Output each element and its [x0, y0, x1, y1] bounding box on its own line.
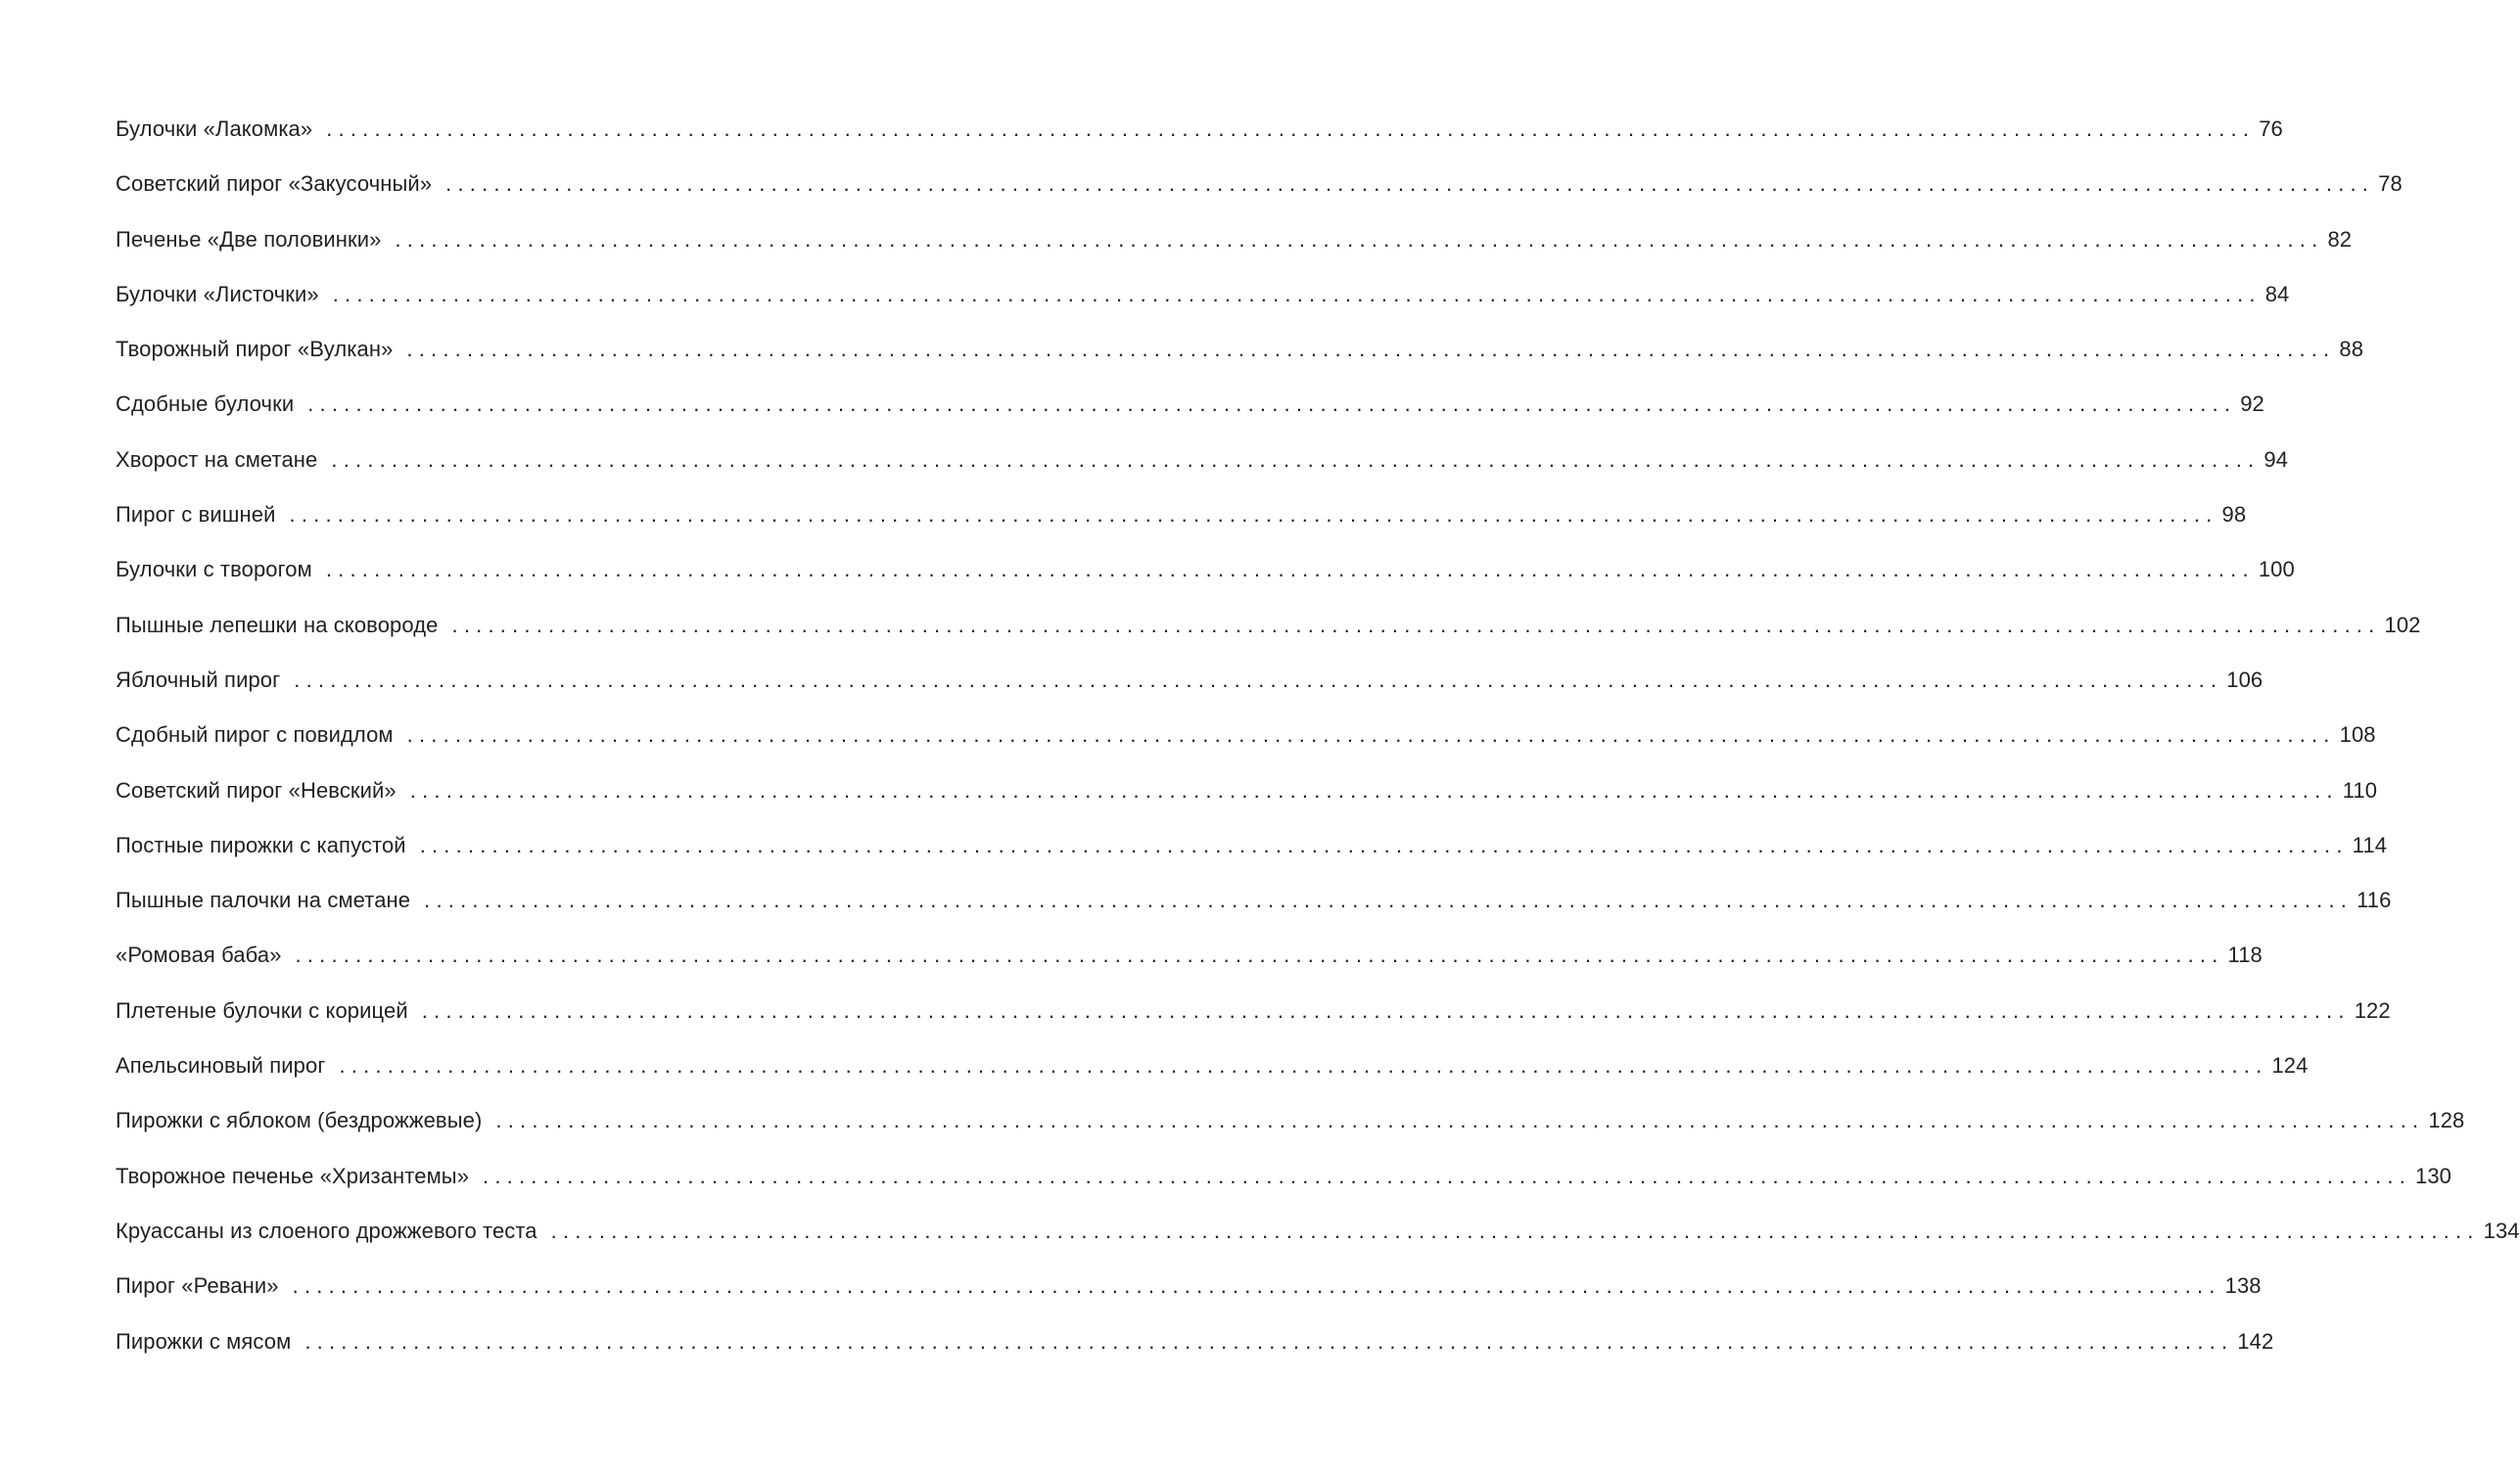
toc-dot-leader: ................................................................................................................................................................ [331, 446, 2261, 472]
toc-dot-leader: ................................................................................................................................................................ [304, 1328, 2234, 1354]
toc-entry-title: Яблочный пирог [116, 667, 281, 692]
toc-entry-title: Булочки «Лакомка» [116, 116, 313, 141]
toc-dot-leader: ................................................................................................................................................................ [406, 337, 2336, 362]
toc-dot-leader: ................................................................................................................................................................ [307, 392, 2237, 417]
toc-entry-page: 84 [2264, 281, 2290, 306]
toc-entry [116, 662, 2263, 716]
toc-entry [116, 276, 2290, 331]
toc-entry-page: 128 [2428, 1108, 2465, 1133]
toc-entry-title: Пышные палочки на сметане [116, 888, 411, 913]
toc-entry-title: Советский пирог «Невский» [116, 777, 397, 803]
toc-entry [116, 496, 2247, 551]
toc-entry-title: Апельсиновый пирог [116, 1053, 326, 1079]
toc-entry-page: 100 [2258, 557, 2295, 582]
toc-dot-leader: ................................................................................................................................................................ [325, 557, 2255, 582]
toc-entry [116, 1267, 2262, 1322]
toc-dot-leader: ................................................................................................................................................................ [294, 667, 2223, 692]
toc-entry [116, 882, 2392, 937]
toc-entry-title: Творожный пирог «Вулкан» [116, 337, 394, 362]
toc-dot-leader: ................................................................................................................................................................ [406, 722, 2336, 748]
toc-entry-page: 92 [2240, 392, 2264, 417]
toc-entry [116, 772, 2378, 827]
toc-entry-page: 142 [2237, 1328, 2274, 1354]
toc-dot-leader: ................................................................................................................................................................ [550, 1218, 2480, 1243]
toc-dot-leader: ................................................................................................................................................................ [395, 226, 2324, 252]
toc-dot-leader: ................................................................................................................................................................ [419, 832, 2349, 857]
toc-entry-page: 114 [2352, 832, 2388, 857]
toc-entry-page: 102 [2384, 612, 2421, 637]
toc-entry-title: Пирожки с яблоком (бездрожжевые) [116, 1108, 483, 1133]
toc-entry-title: Круассаны из слоеного дрожжевого теста [116, 1218, 537, 1243]
toc-dot-leader: ................................................................................................................................................................ [421, 997, 2351, 1023]
toc-entry-title: Пирог «Ревани» [116, 1273, 279, 1299]
toc-entry [116, 551, 2295, 606]
toc-entry [116, 1213, 2520, 1267]
toc-entry [116, 1047, 2309, 1102]
toc-entry-page: 122 [2354, 997, 2391, 1023]
toc-entry-title: Плетеные булочки с корицей [116, 997, 408, 1023]
toc-entry-title: Печенье «Две половинки» [116, 226, 382, 252]
toc-entry-title: Сдобные булочки [116, 392, 295, 417]
toc-entry-page: 138 [2224, 1273, 2262, 1299]
toc-entry-title: Постные пирожки с капустой [116, 832, 406, 857]
toc-entry-page: 130 [2415, 1163, 2452, 1188]
toc-entry-page: 116 [2357, 888, 2392, 913]
toc-dot-leader: ................................................................................................................................................................ [424, 888, 2354, 913]
toc-entry-page: 134 [2483, 1218, 2520, 1243]
toc-entry [116, 221, 2353, 276]
toc-dot-leader: ................................................................................................................................................................ [483, 1163, 2412, 1188]
toc-entry [116, 716, 2376, 771]
toc-entry [116, 1102, 2465, 1157]
toc-entry-page: 124 [2271, 1053, 2309, 1079]
toc-dot-leader: ................................................................................................................................................................ [326, 116, 2256, 141]
toc-entry-title: Советский пирог «Закусочный» [116, 171, 433, 197]
toc-entry-title: Пышные лепешки на сковороде [116, 612, 439, 637]
toc-entry-page: 106 [2226, 667, 2263, 692]
toc-dot-leader: ................................................................................................................................................................ [295, 943, 2224, 968]
toc-entry-title: Пирог с вишней [116, 502, 276, 528]
toc-entry [116, 827, 2388, 882]
toc-entry-title: Булочки «Листочки» [116, 281, 319, 306]
toc-entry [116, 386, 2264, 440]
toc-dot-leader: ................................................................................................................................................................ [289, 502, 2218, 528]
toc-entry-page: 94 [2263, 446, 2289, 472]
toc-entry-page: 118 [2227, 943, 2263, 968]
toc-dot-leader: ................................................................................................................................................................ [495, 1108, 2425, 1133]
toc-entry-page: 76 [2259, 116, 2283, 141]
toc-entry [116, 992, 2391, 1047]
toc-dot-leader: ................................................................................................................................................................ [409, 777, 2339, 803]
toc-entry-page: 110 [2342, 777, 2378, 803]
toc-entry-title: Булочки с творогом [116, 557, 312, 582]
toc-dot-leader: ................................................................................................................................................................ [332, 281, 2262, 306]
toc-dot-leader: ................................................................................................................................................................ [339, 1053, 2268, 1079]
toc-dot-leader: ................................................................................................................................................................ [451, 612, 2381, 637]
toc-entry-page: 108 [2339, 722, 2376, 748]
toc-entry [116, 441, 2289, 496]
toc-dot-leader: ................................................................................................................................................................ [445, 171, 2375, 197]
toc-entry-title: Хворост на сметане [116, 446, 318, 472]
toc-entry [116, 937, 2263, 991]
toc-dot-leader: ................................................................................................................................................................ [292, 1273, 2221, 1299]
toc-entry [116, 165, 2403, 220]
toc-entry-page: 78 [2378, 171, 2403, 197]
toc-entry-title: Пирожки с мясом [116, 1328, 292, 1354]
table-of-contents [116, 111, 2520, 1378]
toc-entry-page: 88 [2339, 337, 2364, 362]
toc-entry [116, 331, 2364, 386]
toc-entry [116, 1323, 2274, 1378]
toc-entry [116, 1158, 2452, 1213]
toc-entry [116, 111, 2283, 165]
toc-entry-title: Сдобный пирог с повидлом [116, 722, 394, 748]
toc-entry-page: 82 [2327, 226, 2353, 252]
toc-entry-page: 98 [2221, 502, 2247, 528]
toc-entry-title: «Ромовая баба» [116, 943, 282, 968]
toc-entry [116, 607, 2421, 662]
toc-entry-title: Творожное печенье «Хризантемы» [116, 1163, 470, 1188]
